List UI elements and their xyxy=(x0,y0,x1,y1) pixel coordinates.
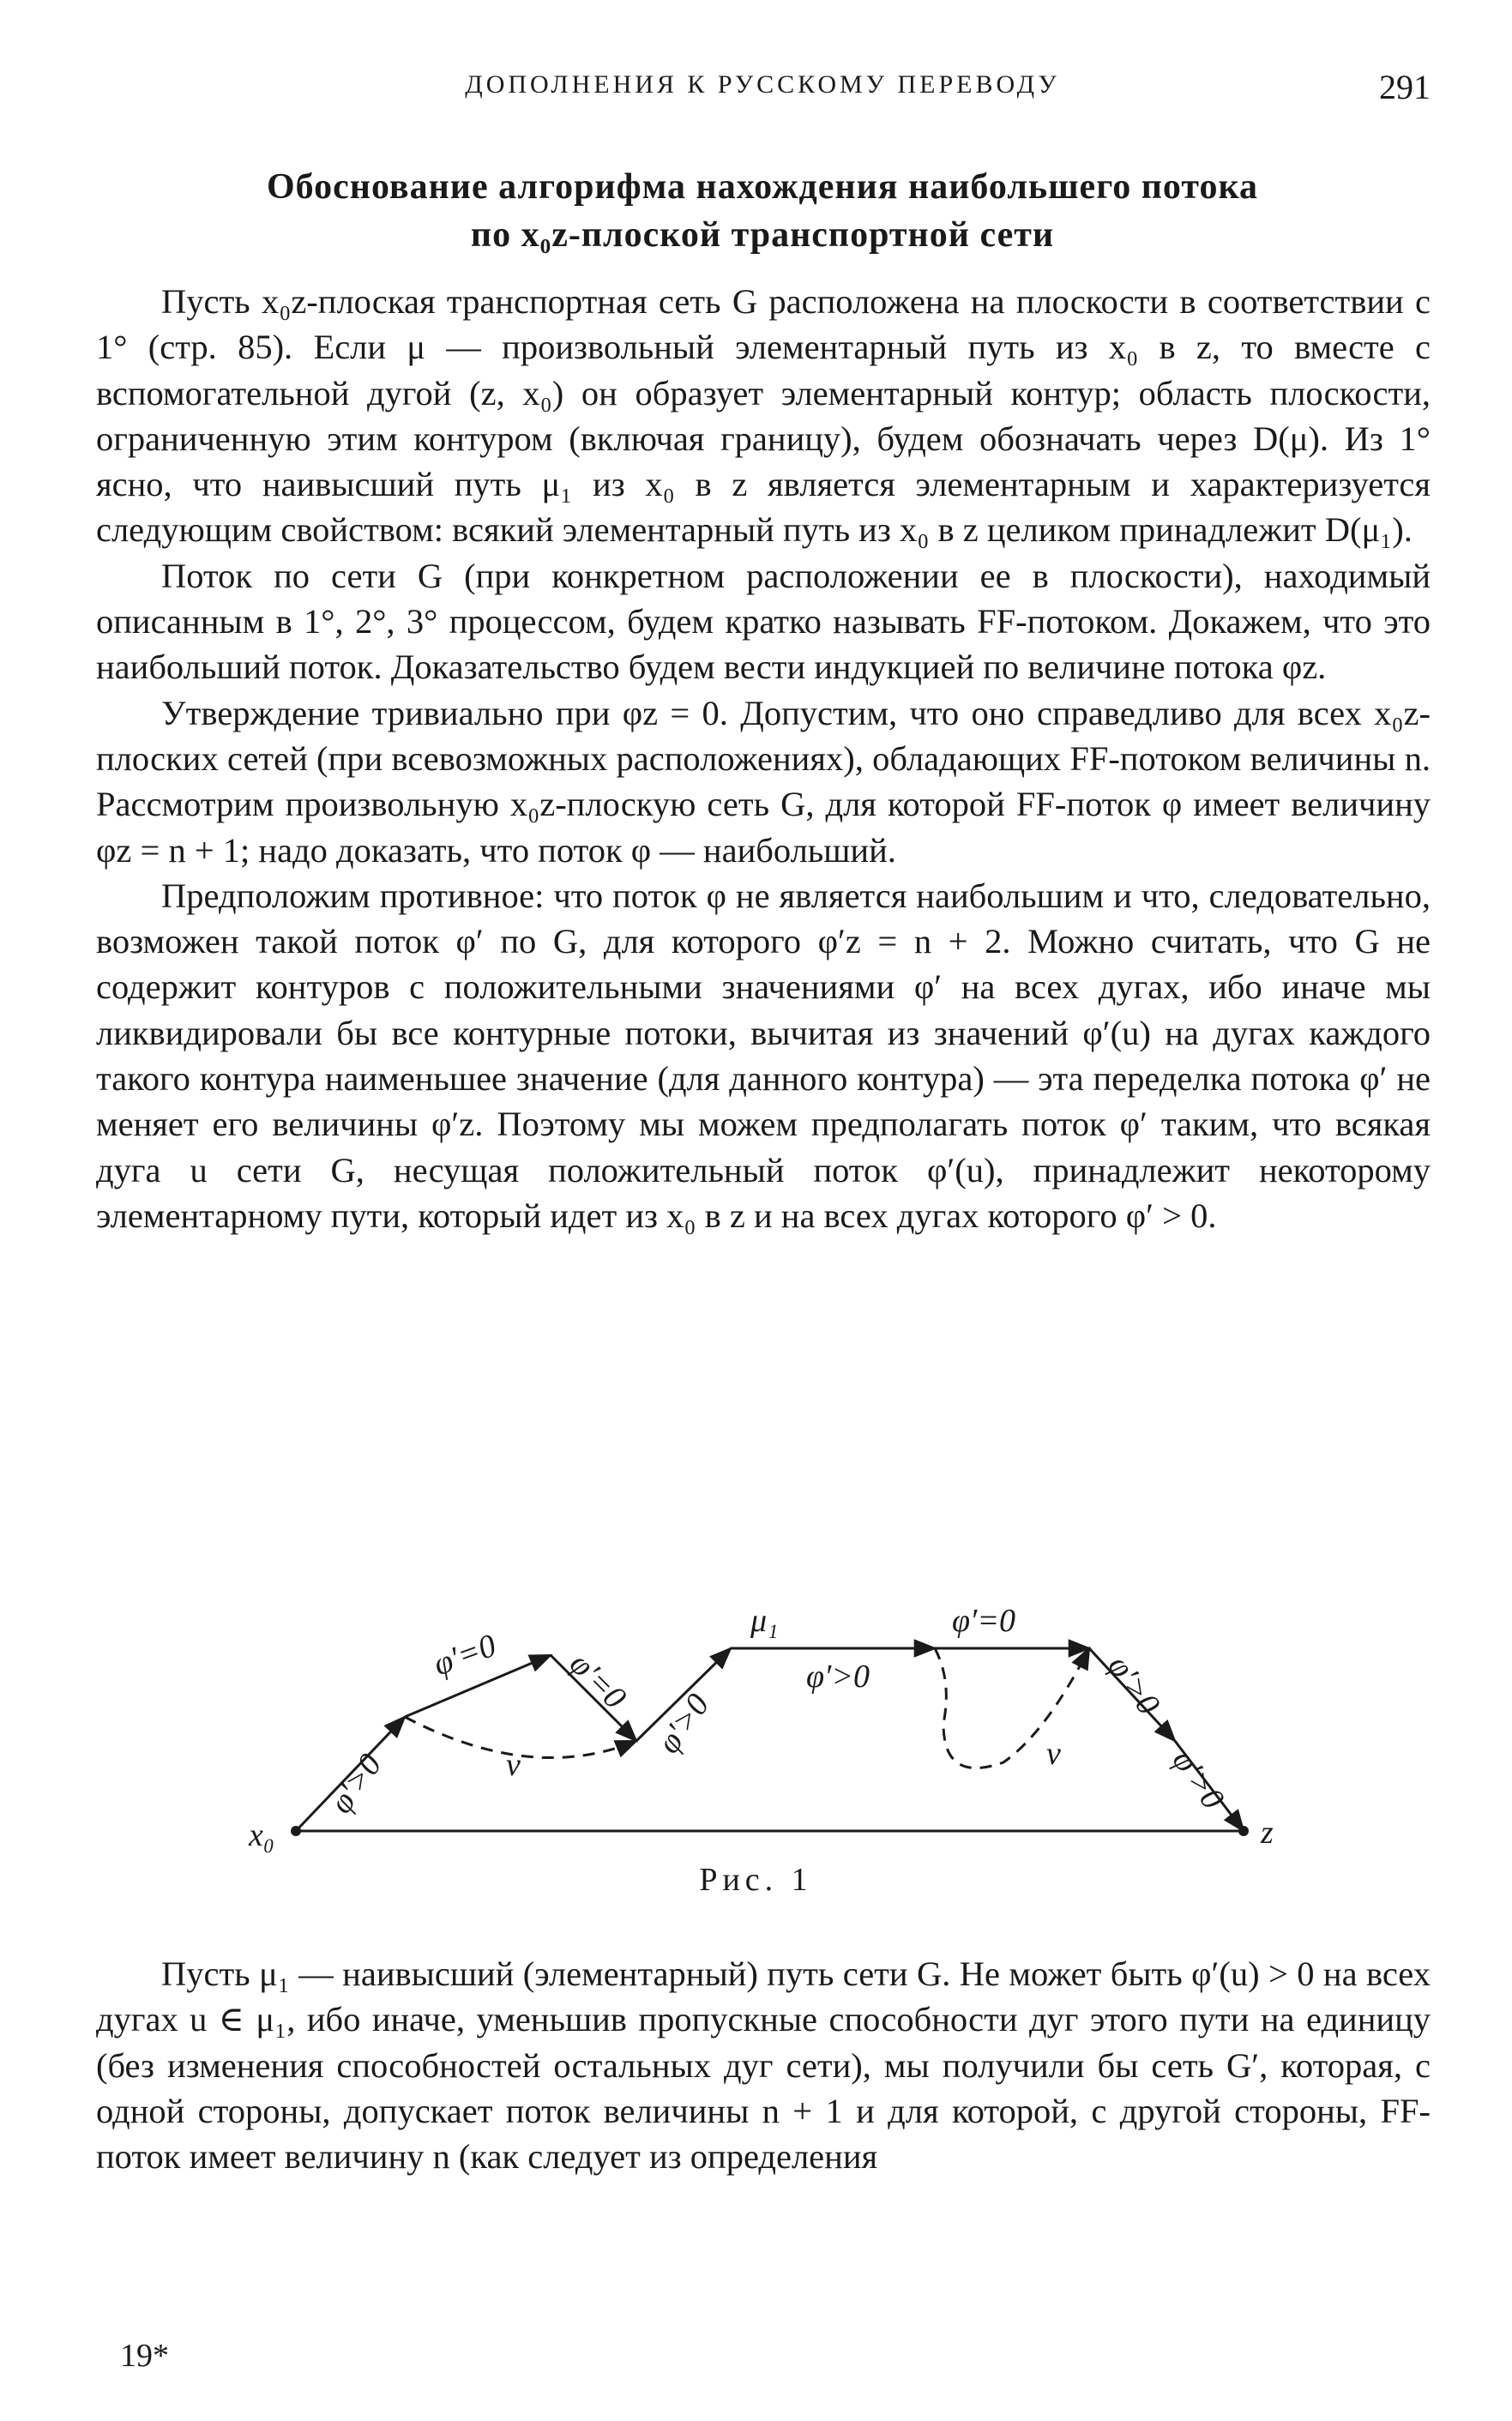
path-nu-1 xyxy=(405,1717,636,1758)
label-nu-2: ν xyxy=(1046,1736,1061,1772)
label-arc-a-b: φ′=0 xyxy=(429,1627,501,1683)
node-z xyxy=(1238,1826,1249,1836)
label-arc-g-z: φ′>0 xyxy=(1165,1743,1232,1816)
page-header xyxy=(94,70,1431,113)
body-text-bottom xyxy=(96,1951,1431,2179)
label-arc-b-c: φ′=0 xyxy=(562,1645,633,1717)
label-x0: x₀ xyxy=(249,1817,275,1853)
label-arc-x0-a: φ′>0 xyxy=(322,1747,389,1821)
node-x0 xyxy=(291,1826,301,1836)
paragraph-5: Пусть μ₁ — наивысший (элементарный) путь сети G. Не может быть φ′(u) > 0 на всех дугах u ∈ μ₁, ибо иначе, уменьшив пропускные способности дуг этого пути на единицу (без изменения способностей остальных дуг сети), мы получили бы сеть G′, которая, с одной стороны, допускает поток величины n + 1 и для которой, с другой стороны, FF-поток имеет величину n (как следует из определения xyxy=(96,1954,1431,2177)
paragraph-2: Поток по сети G (при конкретном расположении ее в плоскости), находимый описанным в 1°, 2°, 3° процессом, будем кратко называть FF-потоком. Докажем, что это наибольший поток. Доказательство будем вести индукцией по величине потока φz. xyxy=(96,556,1431,687)
network-diagram xyxy=(257,1578,1312,1861)
label-mu1: μ₁ xyxy=(750,1603,779,1639)
label-arc-e-f: φ′=0 xyxy=(952,1603,1015,1639)
label-arc-mu1-e: φ′>0 xyxy=(806,1659,870,1695)
label-arc-c-mu1: φ′>0 xyxy=(650,1687,717,1761)
section-title-line-1: Обоснование алгорифма нахождения наибольшего потока xyxy=(266,167,1259,207)
paragraph-1: Пусть x₀z-плоская транспортная сеть G расположена на плоскости в соответствии с 1° (стр. 85). Если μ — произвольный элементарный путь из x₀ в z, то вместе с вспомогательной дугой (z, x₀) он образует элементарный контур; область плоскости, ограниченную этим контуром (включая границу), будем обозначать через D(μ). Из 1° ясно, что наивысший путь μ₁ из x₀ в z является элементарным и характеризуется следующим свойством: всякий элементарный путь из x₀ в z целиком принадлежит D(μ₁). xyxy=(96,282,1431,550)
section-title xyxy=(94,163,1431,259)
section-title-line-2: по x₀z-плоской транспортной сети xyxy=(470,215,1055,255)
figure-caption: Рис. 1 xyxy=(699,1862,813,1898)
label-nu-1: ν xyxy=(506,1747,521,1783)
label-arc-f-g: φ′>0 xyxy=(1100,1648,1167,1722)
paragraph-3: Утверждение тривиально при φz = 0. Допустим, что оно справедливо для всех x₀z-плоских сетей (при всевозможных расположениях), обладающих FF-потоком величины n. Рассмотрим произвольную x₀z-плоскую сеть G, для которой FF-поток φ имеет величину φz = n + 1; надо доказать, что поток φ — наибольший. xyxy=(96,693,1431,870)
paragraph-4: Предположим противное: что поток φ не является наибольшим и что, следовательно, возможен такой поток φ′ по G, для которого φ′z = n + 2. Можно считать, что G не содержит контуров с положительными значениями φ′ на всех дугах, ибо иначе мы ликвидировали бы все контурные потоки, вычитая из значений φ′(u) на дугах каждого такого контура наименьшее значение (для данного контура) — эта переделка потока φ′ не меняет его величины φ′z. Поэтому мы можем предполагать поток φ′ таким, что всякая дуга u сети G, несущая положительный поток φ′(u), принадлежит некоторому элементарному пути, который идет из x₀ в z и на всех дугах которого φ′ > 0. xyxy=(96,876,1431,1235)
body-text-top xyxy=(96,279,1431,1238)
path-nu-2 xyxy=(935,1648,1089,1768)
signature-mark: 19* xyxy=(120,2338,169,2374)
label-z: z xyxy=(1261,1815,1274,1851)
page-number: 291 xyxy=(1379,68,1431,106)
network-figure xyxy=(249,1578,1312,1861)
running-head: ДОПОЛНЕНИЯ К РУССКОМУ ПЕРЕВОДУ xyxy=(465,70,1060,99)
